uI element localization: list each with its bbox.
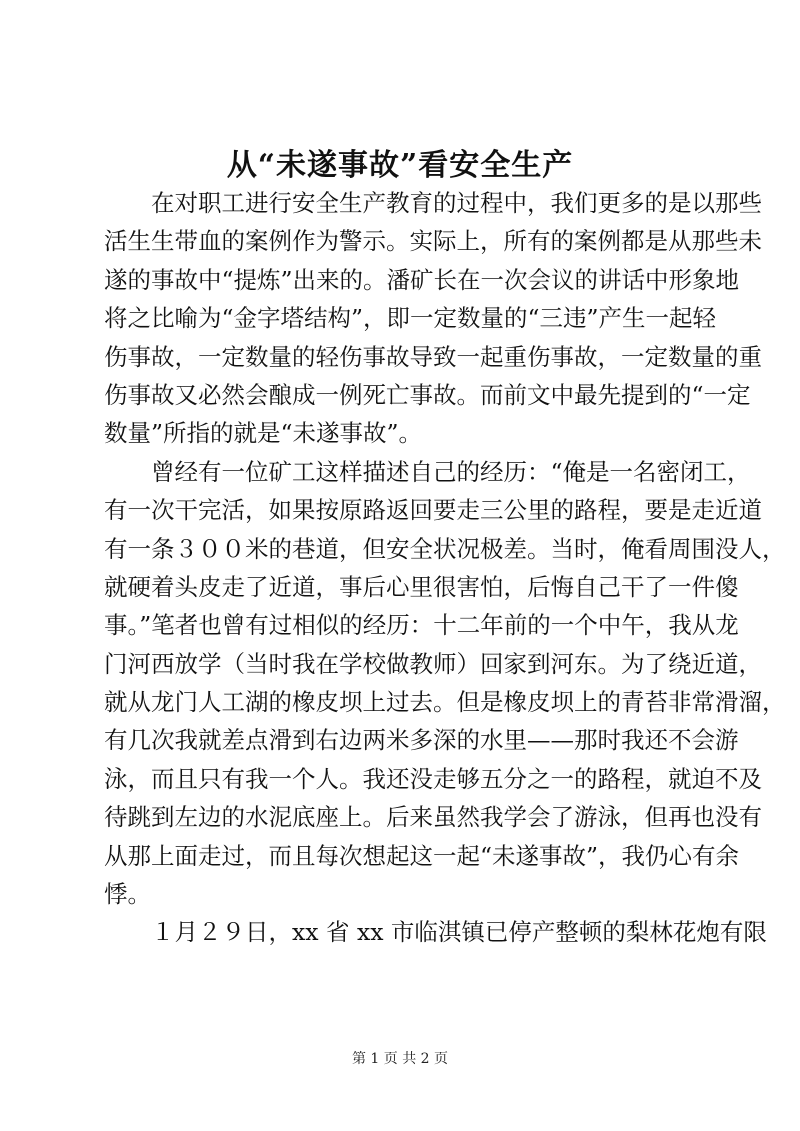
body-text-line: 在对职工进行安全生产教育的过程中，我们更多的是以那些 (104, 189, 762, 217)
body-text-line: 有一条３００米的巷道，但安全状况极差。当时，俺看周围没人， (104, 534, 786, 563)
body-text-line: 有一次干完活，如果按原路返回要走三公里的路程，要是走近道 (104, 496, 762, 525)
page-footer: 第 1 页 共 2 页 (351, 1051, 449, 1067)
body-text-line: 有几次我就差点滑到右边两米多深的水里——那时我还不会游 (104, 726, 739, 755)
body-text-line: 泳，而且只有我一个人。我还没走够五分之一的路程，就迫不及 (104, 764, 762, 793)
body-text-line: 悸。 (104, 880, 151, 909)
body-text-line: 曾经有一位矿工这样描述自己的经历：“俺是一名密闭工， (104, 457, 751, 486)
document-body (104, 184, 786, 952)
body-text-line: 门河西放学（当时我在学校做教师）回家到河东。为了绕近道， (104, 649, 762, 678)
body-text-line: 伤事故，一定数量的轻伤事故导致一起重伤事故，一定数量的重 (104, 342, 762, 371)
body-text-line: 从那上面走过，而且每次想起这一起“未遂事故”，我仍心有余 (104, 841, 740, 870)
body-text-line: 伤事故又必然会酿成一例死亡事故。而前文中最先提到的“一定 (104, 380, 751, 409)
body-text-line: 数量”所指的就是“未遂事故”。 (104, 419, 423, 448)
body-text-line: 事。”笔者也曾有过相似的经历：十二年前的一个中午，我从龙 (104, 611, 739, 640)
body-text-line: 遂的事故中“提炼”出来的。潘矿长在一次会议的讲话中形象地 (104, 265, 740, 294)
body-text-line: 活生生带血的案例作为警示。实际上，所有的案例都是从那些未 (104, 227, 762, 256)
body-text-line: 将之比喻为“金字塔结构”，即一定数量的“三违”产生一起轻 (104, 304, 717, 333)
body-text-line: 就硬着头皮走了近道，事后心里很害怕，后悔自己干了一件傻 (104, 572, 739, 601)
body-text-line: １月２９日，xx 省 xx 市临淇镇已停产整顿的梨林花炮有限 (104, 918, 767, 947)
document-title: 从“未遂事故”看安全生产 (226, 148, 574, 183)
body-text-line: 就从龙门人工湖的橡皮坝上过去。但是橡皮坝上的青苔非常滑溜， (104, 688, 786, 717)
body-text-line: 待跳到左边的水泥底座上。后来虽然我学会了游泳，但再也没有 (104, 803, 762, 832)
